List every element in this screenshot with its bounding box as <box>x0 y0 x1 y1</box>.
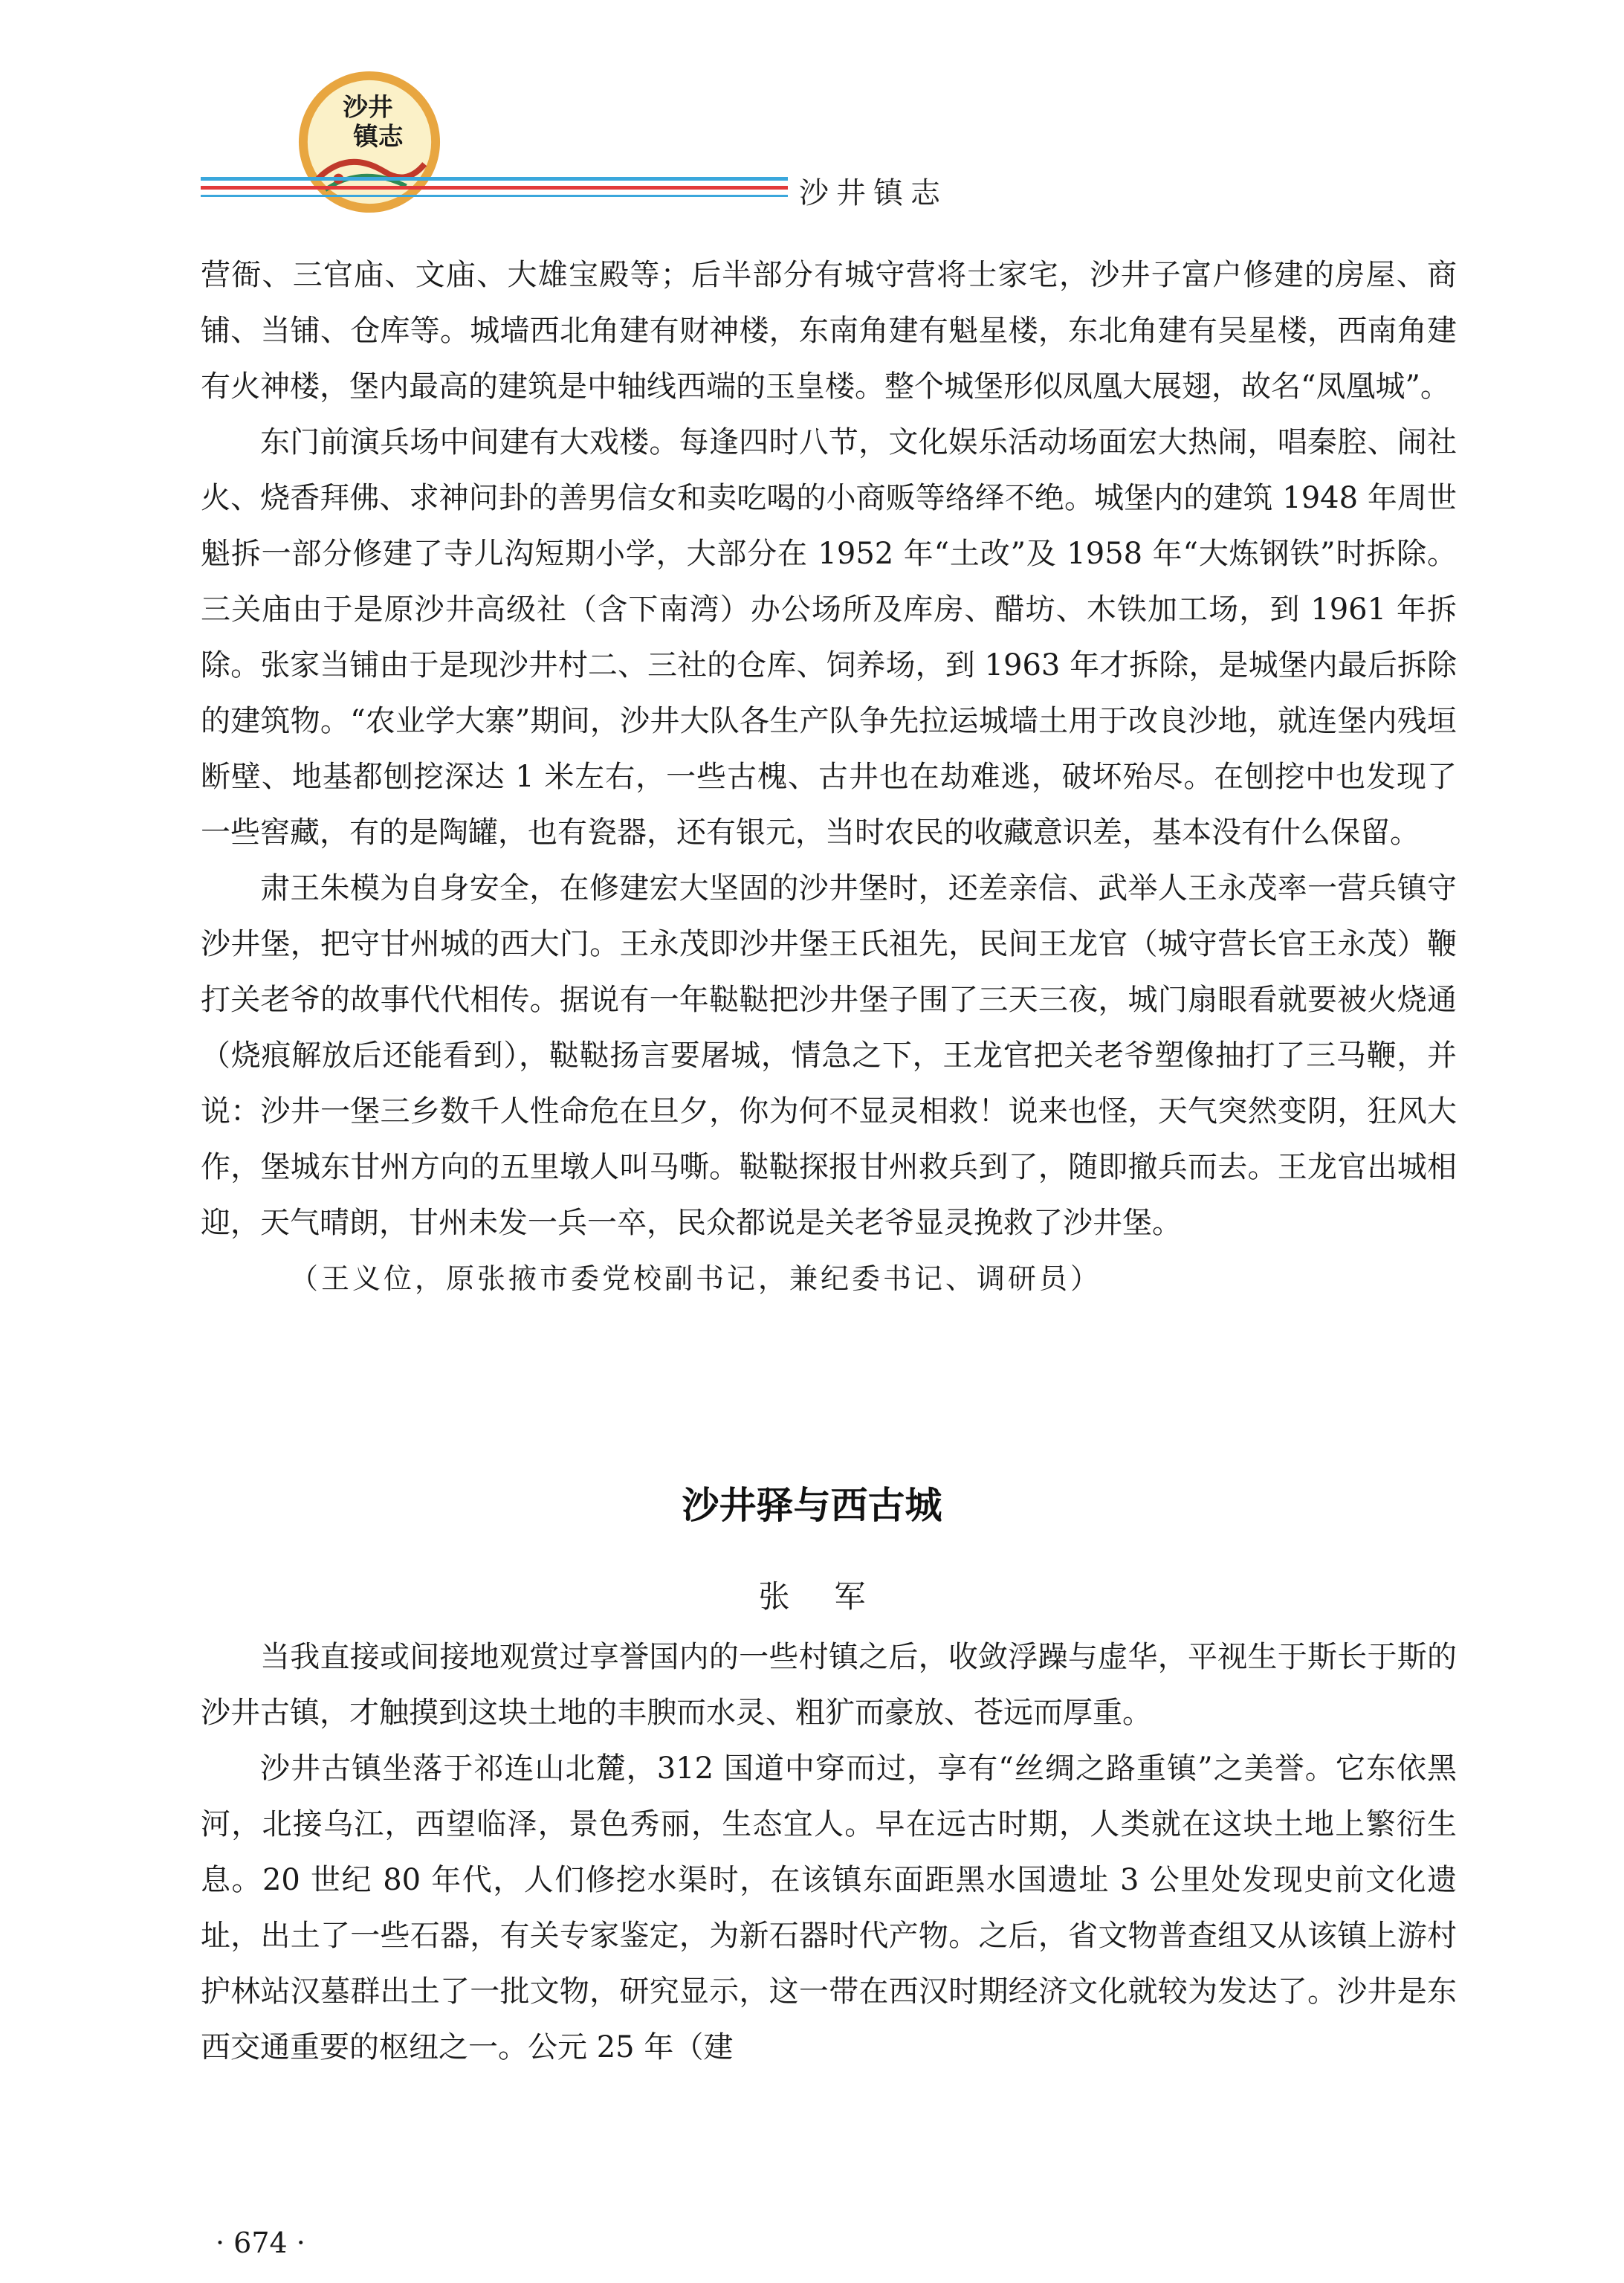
article-title: 沙井驿与西古城 <box>682 1483 942 1527</box>
header-rule-blue <box>201 177 788 181</box>
section1-paragraph-3: 肃王朱模为自身安全，在修建宏大坚固的沙井堡时，还差亲信、武举人王永茂率一营兵镇守沙井堡，把守甘州城的西大门。王永茂即沙井堡王氏祖先，民间王龙官（城守营长官王永茂）鞭打关老爷的故事代代相传。据说有一年鞑鞑把沙井堡子围了三天三夜，城门扇眼看就要被火烧通（烧痕解放后还能看到），鞑鞑扬言要屠城，情急之下，王龙官把关老爷塑像抽打了三马鞭，并说：沙井一堡三乡数千人性命危在旦夕，你为何不显灵相救！说来也怪，天气突然变阴，狂风大作，堡城东甘州方向的五里墩人叫马嘶。鞑鞑探报甘州救兵到了，随即撤兵而去。王龙官出城相迎，天气晴朗，甘州未发一兵一卒，民众都说是关老爷显灵挽救了沙井堡。 <box>201 871 1457 1240</box>
page-number: · 674 · <box>216 2227 305 2259</box>
section2-paragraph-2: 沙井古镇坐落于祁连山北麓，312 国道中穿而过，享有“丝绸之路重镇”之美誉。它东依黑河，北接乌江，西望临泽，景色秀丽，生态宜人。早在远古时期，人类就在这块土地上繁衍生息。20 世纪 80 年代，人们修挖水渠时，在该镇东面距黑水国遗址 3 公里处发现史前文化遗址，出土了一些石器，有关专家鉴定，为新石器时代产物。之后，省文物普查组又从该镇上游村护林站汉墓群出土了一批文物，研究显示，这一带在西汉时期经济文化就较为发达了。沙井是东西交通重要的枢纽之一。公元 25 年（建 <box>201 1751 1457 2064</box>
running-title: 沙井镇志 <box>799 176 948 210</box>
section1-attribution: （王义位，原张掖市委党校副书记，兼纪委书记、调研员） <box>290 1262 1102 1295</box>
header-rule-blue-thin <box>201 195 788 197</box>
section1-body <box>201 248 1457 1307</box>
section2-body <box>201 1630 1457 2076</box>
section1-paragraph-2: 东门前演兵场中间建有大戏楼。每逢四时八节，文化娱乐活动场面宏大热闹，唱秦腔、闹社火、烧香拜佛、求神问卦的善男信女和卖吃喝的小商贩等络绎不绝。城堡内的建筑 1948 年周世魁拆一部分修建了寺儿沟短期小学，大部分在 1952 年“土改”及 1958 年“大炼钢铁”时拆除。三关庙由于是原沙井高级社（含下南湾）办公场所及库房、醋坊、木铁加工场，到 1961 年拆除。张家当铺由于是现沙井村二、三社的仓库、饲养场，到 1963 年才拆除，是城堡内最后拆除的建筑物。“农业学大寨”期间，沙井大队各生产队争先拉运城墙土用于改良沙地，就连堡内残垣断壁、地基都刨挖深达 1 米左右，一些古槐、古井也在劫难逃，破坏殆尽。在刨挖中也发现了一些窖藏，有的是陶罐，也有瓷器，还有银元，当时农民的收藏意识差，基本没有什么保留。 <box>201 425 1457 850</box>
section1-paragraph-1: 营衙、三官庙、文庙、大雄宝殿等；后半部分有城守营将士家宅，沙井子富户修建的房屋、商铺、当铺、仓库等。城墙西北角建有财神楼，东南角建有魁星楼，东北角建有吴星楼，西南角建有火神楼，堡内最高的建筑是中轴线西端的玉皇楼。整个城堡形似凤凰大展翅，故名“凤凰城”。 <box>201 258 1457 404</box>
town-gazetteer-logo <box>296 68 443 216</box>
article-author: 张军 <box>758 1578 910 1615</box>
header-rule-red <box>201 186 788 190</box>
section2-paragraph-1: 当我直接或间接地观赏过享誉国内的一些村镇之后，收敛浮躁与虚华，平视生于斯长于斯的沙井古镇，才触摸到这块土地的丰腴而水灵、粗犷而豪放、苍远而厚重。 <box>201 1640 1457 1730</box>
logo-text-line1: 沙井 <box>343 92 393 122</box>
logo-text-line2: 镇志 <box>353 121 404 151</box>
